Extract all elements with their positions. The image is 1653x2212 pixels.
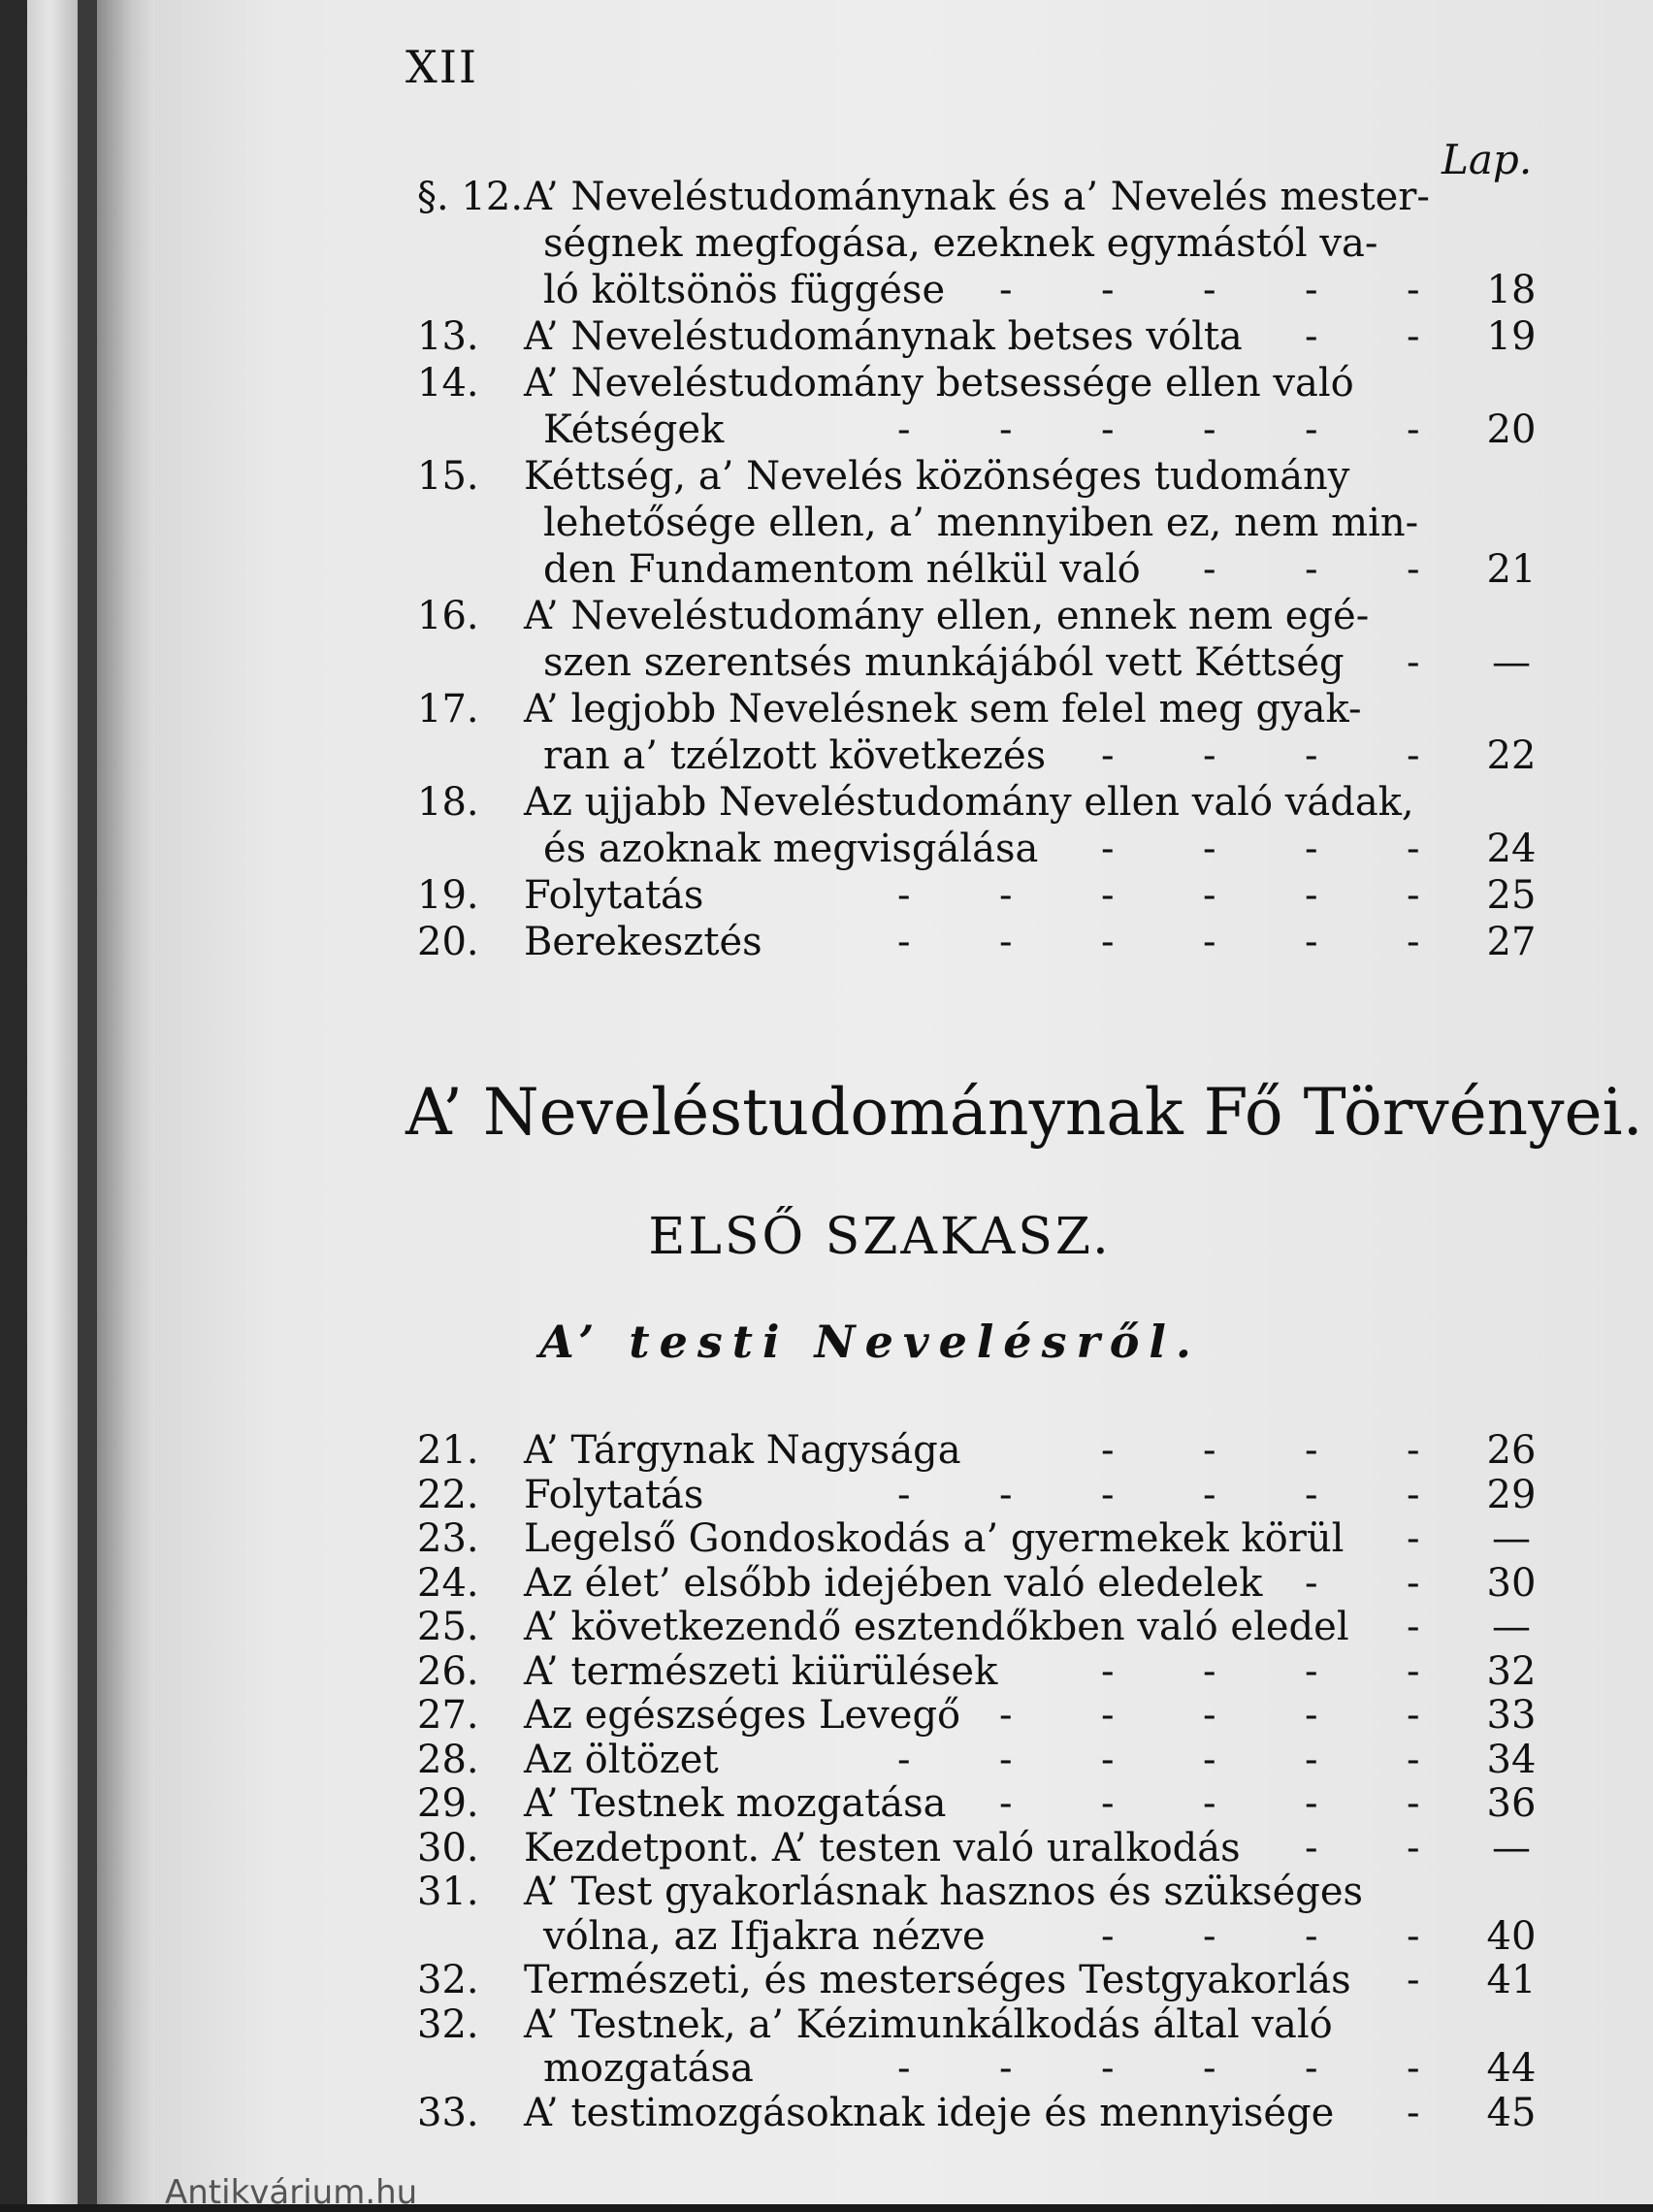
toc-entry-title: A’ Test gyakorlásnak hasznos és szükséges <box>524 1870 1364 1914</box>
toc-entry-page: — <box>1492 1605 1531 1649</box>
leader-dash: - <box>1305 1560 1318 1606</box>
toc-entry-number: 30. <box>417 1825 479 1870</box>
toc-entry-page: 26 <box>1486 1428 1537 1473</box>
leader-dash: - <box>1407 314 1420 359</box>
toc-entry <box>0 501 1653 545</box>
toc-entry-title: A’ Testnek mozgatása <box>524 1781 947 1826</box>
leader-dash: - <box>1407 1472 1420 1517</box>
leader-dash: - <box>1305 733 1318 778</box>
leader-dash: - <box>1305 547 1318 592</box>
leader-dash: - <box>1101 268 1115 312</box>
leader-dash: - <box>1203 547 1216 592</box>
toc-entry-page: 25 <box>1486 873 1537 918</box>
toc-entry <box>0 827 1653 871</box>
leader-dash: - <box>1305 1693 1318 1738</box>
leader-dash: - <box>1407 1560 1420 1606</box>
toc-entry <box>0 1516 1653 1561</box>
leader-dash: - <box>1305 1428 1318 1473</box>
leader-dash: - <box>1101 733 1115 778</box>
toc-entry-number: 22. <box>417 1472 479 1517</box>
leader-dash: - <box>1101 920 1115 964</box>
toc-entry-page: 41 <box>1486 1958 1537 2002</box>
leader-dash: - <box>1203 1472 1216 1517</box>
toc-entry-page: — <box>1492 1516 1531 1561</box>
leader-dash: - <box>1101 1693 1115 1738</box>
toc-entry <box>0 1428 1653 1473</box>
leader-dash: - <box>1305 1781 1318 1826</box>
toc-entry-page: 20 <box>1486 407 1537 452</box>
toc-entry-title: Az egészséges Levegő <box>524 1693 961 1738</box>
toc-entry <box>0 1870 1653 1914</box>
leader-dash: - <box>1203 873 1216 918</box>
toc-entry-number: 18. <box>417 780 479 825</box>
leader-dash: - <box>1101 827 1115 871</box>
leader-dash: - <box>1203 1737 1216 1782</box>
toc-entry-number: 19. <box>417 873 479 918</box>
toc-entry-number: 32. <box>417 2001 479 2047</box>
toc-entry <box>0 221 1653 266</box>
toc-entry-title: Legelső Gondoskodás a’ gyermekek körül <box>524 1516 1345 1561</box>
leader-dash: - <box>1305 2046 1318 2091</box>
leader-dash: - <box>1101 407 1115 452</box>
toc-entry-page: 18 <box>1486 268 1537 312</box>
leader-dash: - <box>1407 1693 1420 1738</box>
leader-dash: - <box>1305 314 1318 359</box>
toc-entry-title: ran a’ tzélzott következés <box>543 733 1047 778</box>
leader-dash: - <box>1407 827 1420 871</box>
leader-dash: - <box>897 873 911 918</box>
leader-dash: - <box>1203 920 1216 964</box>
toc-entry-title: Folytatás <box>524 873 704 918</box>
toc-entry-page: 27 <box>1486 920 1537 964</box>
toc-entry-page: 33 <box>1486 1693 1537 1738</box>
toc-entry <box>0 733 1653 778</box>
toc-entry <box>0 687 1653 732</box>
toc-entry-title: Az ujjabb Neveléstudomány ellen való vádak, <box>524 780 1414 825</box>
leader-dash: - <box>1407 733 1420 778</box>
toc-entry-page: 45 <box>1486 2090 1537 2135</box>
leader-dash: - <box>897 1737 911 1782</box>
leader-dash: - <box>1305 920 1318 964</box>
toc-entry-page: 36 <box>1486 1781 1537 1826</box>
leader-dash: - <box>897 407 911 452</box>
leader-dash: - <box>999 1781 1013 1826</box>
toc-entry <box>0 1781 1653 1826</box>
toc-entry <box>0 361 1653 406</box>
leader-dash: - <box>1203 2046 1216 2091</box>
leader-dash: - <box>999 920 1013 964</box>
toc-entry <box>0 407 1653 452</box>
leader-dash: - <box>1203 1428 1216 1473</box>
toc-entry-number: 20. <box>417 920 479 964</box>
toc-entry <box>0 594 1653 638</box>
toc-entry <box>0 1914 1653 1959</box>
toc-entry-page: — <box>1492 1825 1531 1870</box>
leader-dash: - <box>1407 1737 1420 1782</box>
toc-entry <box>0 640 1653 685</box>
toc-entry-page: 34 <box>1486 1737 1537 1782</box>
leader-dash: - <box>1407 547 1420 592</box>
toc-entry-page: 21 <box>1486 547 1537 592</box>
toc-entry-page: 24 <box>1486 827 1537 871</box>
leader-dash: - <box>1305 1737 1318 1782</box>
leader-dash: - <box>1101 1648 1115 1694</box>
toc-entry-page: 40 <box>1486 1913 1537 1959</box>
leader-dash: - <box>1407 920 1420 964</box>
section-title: ELSŐ SZAKASZ. <box>648 1208 1112 1266</box>
toc-entry-number: 14. <box>417 361 479 406</box>
leader-dash: - <box>1101 1428 1115 1473</box>
toc-entry <box>0 1958 1653 2002</box>
leader-dash: - <box>897 920 911 964</box>
toc-entry <box>0 1473 1653 1517</box>
leader-dash: - <box>1203 1781 1216 1826</box>
leader-dash: - <box>999 1737 1013 1782</box>
leader-dash: - <box>1203 827 1216 871</box>
toc-entry-number: 28. <box>417 1737 479 1782</box>
toc-entry-number: 24. <box>417 1560 479 1606</box>
toc-entry-page: 32 <box>1486 1648 1537 1694</box>
leader-dash: - <box>999 1693 1013 1738</box>
toc-entry-number: 21. <box>417 1428 479 1473</box>
leader-dash: - <box>1407 1958 1420 2002</box>
leader-dash: - <box>1101 873 1115 918</box>
leader-dash: - <box>1101 1913 1115 1959</box>
leader-dash: - <box>1407 1428 1420 1473</box>
page-column-header: Lap. <box>1442 136 1533 183</box>
toc-entry-number: 26. <box>417 1648 479 1694</box>
toc-entry-title: A’ testimozgásoknak ideje és mennyisége <box>524 2090 1335 2135</box>
leader-dash: - <box>1407 640 1420 685</box>
leader-dash: - <box>1407 268 1420 312</box>
toc-entry <box>0 873 1653 918</box>
leader-dash: - <box>1203 733 1216 778</box>
toc-entry-number: 23. <box>417 1516 479 1561</box>
leader-dash: - <box>1407 1913 1420 1959</box>
toc-entry <box>0 454 1653 499</box>
page-number: XII <box>405 41 479 93</box>
toc-entry <box>0 1693 1653 1738</box>
toc-entry-title: Az élet’ elsőbb idejében való eledelek <box>524 1560 1263 1606</box>
toc-entry-title: Berekesztés <box>524 920 762 964</box>
toc-entry-number: 17. <box>417 687 479 732</box>
toc-entry-title: A’ legjobb Nevelésnek sem felel meg gyak- <box>524 687 1362 732</box>
leader-dash: - <box>999 873 1013 918</box>
toc-entry-page: 44 <box>1486 2046 1537 2091</box>
toc-entry-title: ló költsönös függése <box>543 268 946 312</box>
toc-entry-number: 33. <box>417 2090 479 2135</box>
toc-entry-title: Kétségek <box>543 407 725 452</box>
toc-entry-number: 29. <box>417 1781 479 1826</box>
toc-entry-number: 27. <box>417 1693 479 1738</box>
leader-dash: - <box>1305 268 1318 312</box>
toc-entry-title: Kezdetpont. A’ testen való uralkodás <box>524 1825 1241 1870</box>
toc-entry-title: den Fundamentom nélkül való <box>543 547 1141 592</box>
toc-entry-title: A’ Neveléstudománynak és a’ Nevelés mester- <box>524 175 1430 219</box>
leader-dash: - <box>999 1472 1013 1517</box>
toc-entry <box>0 1738 1653 1782</box>
leader-dash: - <box>1407 1825 1420 1870</box>
toc-entry <box>0 1649 1653 1694</box>
leader-dash: - <box>1407 1648 1420 1694</box>
toc-entry-page: — <box>1492 640 1531 685</box>
toc-entry-number: 31. <box>417 1870 479 1914</box>
leader-dash: - <box>1407 1605 1420 1649</box>
toc-entry-page: 30 <box>1486 1560 1537 1606</box>
leader-dash: - <box>1407 407 1420 452</box>
toc-entry <box>0 2002 1653 2047</box>
toc-entry <box>0 1605 1653 1649</box>
toc-entry-title: Folytatás <box>524 1472 704 1517</box>
toc-entry <box>0 547 1653 592</box>
leader-dash: - <box>1305 1825 1318 1870</box>
leader-dash: - <box>1407 873 1420 918</box>
leader-dash: - <box>999 407 1013 452</box>
toc-entry-title: Természeti, és mesterséges Testgyakorlás <box>524 1958 1351 2002</box>
toc-entry-number: 25. <box>417 1605 479 1649</box>
leader-dash: - <box>1407 2090 1420 2135</box>
leader-dash: - <box>1101 1472 1115 1517</box>
toc-entry-title: Kéttség, a’ Nevelés közönséges tudomány <box>524 454 1350 499</box>
toc-entry <box>0 2046 1653 2091</box>
leader-dash: - <box>1305 873 1318 918</box>
toc-entry-page: 19 <box>1486 314 1537 359</box>
leader-dash: - <box>1203 407 1216 452</box>
toc-entry-title: Az öltözet <box>524 1737 719 1782</box>
leader-dash: - <box>1305 827 1318 871</box>
toc-entry <box>0 1826 1653 1870</box>
toc-entry-title: A’ Tárgynak Nagysága <box>524 1428 961 1473</box>
leader-dash: - <box>897 1472 911 1517</box>
toc-entry-page: 22 <box>1486 733 1537 778</box>
section-subtitle: A’ testi Nevelésről. <box>539 1316 1201 1368</box>
toc-entry-title: és azoknak megvisgálása <box>543 827 1039 871</box>
leader-dash: - <box>1407 1516 1420 1561</box>
leader-dash: - <box>1305 1472 1318 1517</box>
toc-entry <box>0 780 1653 825</box>
toc-entry <box>0 2091 1653 2135</box>
leader-dash: - <box>1101 1737 1115 1782</box>
toc-entry-number: 16. <box>417 594 479 638</box>
toc-entry-number: 15. <box>417 454 479 499</box>
toc-entry-title: A’ Testnek, a’ Kézimunkálkodás által való <box>524 2001 1333 2047</box>
toc-entry <box>0 268 1653 312</box>
leader-dash: - <box>1407 1781 1420 1826</box>
toc-entry-title: mozgatása <box>543 2046 754 2091</box>
toc-entry-title: A’ Neveléstudomány ellen, ennek nem egé- <box>524 594 1370 638</box>
leader-dash: - <box>897 2046 911 2091</box>
toc-entry-title: lehetősége ellen, a’ mennyiben ez, nem min- <box>543 501 1419 545</box>
leader-dash: - <box>1203 1648 1216 1694</box>
toc-entry <box>0 175 1653 219</box>
toc-entry-title: szen szerentsés munkájából vett Kéttség <box>543 640 1345 685</box>
toc-entry-number: §. 12. <box>417 175 524 219</box>
leader-dash: - <box>1407 2046 1420 2091</box>
leader-dash: - <box>1305 1648 1318 1694</box>
leader-dash: - <box>1101 2046 1115 2091</box>
leader-dash: - <box>1203 1913 1216 1959</box>
toc-entry-title: A’ Neveléstudománynak betses vólta <box>524 314 1243 359</box>
watermark: Antikvárium.hu <box>165 2173 418 2212</box>
leader-dash: - <box>1305 1913 1318 1959</box>
toc-entry-title: A’ természeti kiürülések <box>524 1648 998 1694</box>
leader-dash: - <box>1203 268 1216 312</box>
toc-entry-title: ségnek megfogása, ezeknek egymástól va- <box>543 221 1378 266</box>
toc-entry-number: 32. <box>417 1958 479 2002</box>
toc-entry <box>0 920 1653 964</box>
toc-entry-title: A’ következendő esztendőkben való eledel <box>524 1605 1349 1649</box>
toc-entry-title: A’ Neveléstudomány betsessége ellen való <box>524 361 1354 406</box>
leader-dash: - <box>999 268 1013 312</box>
leader-dash: - <box>999 2046 1013 2091</box>
toc-entry-title: vólna, az Ifjakra nézve <box>543 1913 986 1959</box>
leader-dash: - <box>1203 1693 1216 1738</box>
toc-entry <box>0 314 1653 359</box>
main-heading: A’ Neveléstudománynak Fő Törvényei. <box>405 1075 1643 1150</box>
toc-entry-page: 29 <box>1486 1472 1537 1517</box>
toc-entry-number: 13. <box>417 314 479 359</box>
leader-dash: - <box>1101 1781 1115 1826</box>
leader-dash: - <box>1305 407 1318 452</box>
toc-entry <box>0 1561 1653 1606</box>
